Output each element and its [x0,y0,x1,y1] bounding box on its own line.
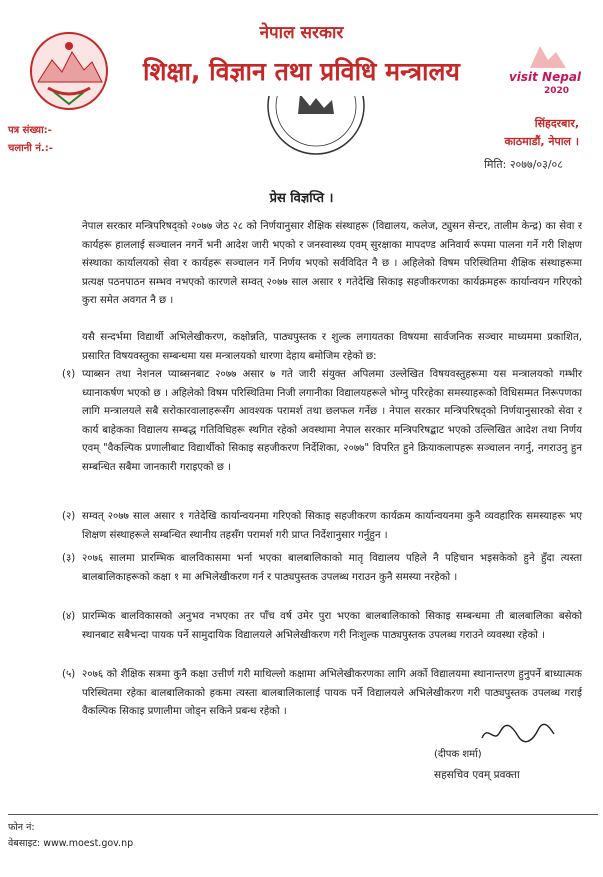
phone-label: फोन नं: [8,822,35,833]
list-item [62,366,582,477]
list-item [62,550,582,587]
government-name: नेपाल सरकार [259,23,344,43]
website-link[interactable]: वेबसाइट: www.moest.gov.np [8,838,134,849]
footer-divider [8,814,598,815]
item-text: प्रारम्भिक बालविकासको अनुभव नभएका तर पाँच वर्ष उमेर पुरा भएका बालबालिकाको सिकाइ सम्बन्धमा ती बालबालिका बसेको स्थानबाट सबैभन्दा पायक पर्ने सामुदायिक विद्यालयले अभिलेखीकरण गरी निःशुल्क पाठ्यपुस्तक उपलब्ध गराउने व्यवस्था रहेको । [82,611,582,641]
signature-icon [478,722,558,744]
item-text: २०७६ सालमा प्रारम्भिक बालविकासमा भर्ना भएका बालबालिकाको मातृ विद्यालय पहिले नै पहिचान भइसकेको हुने हुँदा त्यस्ता बालबालिकाहरूको कक्षा १ मा अभिलेखीकरण गर्न र पाठ्यपुस्तक उपलब्ध गराउन कुनै समस्या नरहेको । [82,553,582,583]
patra-sankhya: पत्र संख्या:- [8,125,52,136]
visit-nepal-logo [500,40,590,100]
intro-paragraph: नेपाल सरकार मन्त्रिपरिषद्को २०७७ जेठ २८ को निर्णयानुसार शैक्षिक संस्थाहरू (विद्यालय, कलेज, ट्युसन सेन्टर, तालीम केन्द्र) का सेवा र कार्यहरू हाललाई सञ्चालन नगर्ने भनी आदेश जारी भएको र जनस्वास्थ्य एवम् सुरक्षाका मापदण्ड अनिवार्य रूपमा पालना गर्ने गरी शिक्षण संस्थाका कार्यालयको सेवा र कार्यहरू सञ्चालन गर्ने निर्णय भएको सर्वविदित नै छ । अहिलेको विषम परिस्थितिमा शैक्षिक संस्थाहरूमा प्रत्यक्ष पठनपाठन सम्भव नभएको कारणले सम्वत् २०७७ साल असार १ गतेदेखि सिकाइ सहजीकरणका कार्यक्रमहरू कार्यान्वयन गरिएको कुरा समेत अवगत नै छ । [82,221,582,306]
list-item [62,508,582,545]
item-number: (२) [62,511,76,522]
item-number: (१) [62,369,76,380]
chalani-no: चलानी नं.:- [8,143,53,154]
address-line2: काठमाडौं, नेपाल । [504,135,579,148]
list-item [62,666,582,722]
item-text: प्याब्सन तथा नेशनल प्याब्सनबाट २०७७ असार ७ गते जारी संयुक्त अपिलमा उल्लेखित विषयवस्तुहरूमा यस मन्त्रालयको गम्भीर ध्यानाकर्षण भएको छ । अहिलेको विषम परिस्थितिमा निजी लगानीका विद्यालयहरूले भोग्नु परिरहेका समस्याहरूको विधिसम्मत निरूपणका लागि मन्त्रालयले सबै सरोकारवालाहरूसँग आवश्यक परामर्श तथा छलफल गर्नेछ । नेपाल सरकार मन्त्रिपरिषद्को निर्णयानुसारको सेवा र कार्य बाहेकका विद्यालय सम्बद्ध गतिविधिहरू स्थगित रहेको अवस्थामा नेपाल सरकार मन्त्रिपरिषद्बाट भएको उल्लिखित आदेश तथा निर्णय एवम् "वैकल्पिक प्रणालीबाट विद्यार्थीको सिकाइ सहजीकरण निर्देशिका, २०७७" विपरित हुने क्रियाकलापहरू सञ्चालन नगर्नु, नगराउनु हुन सम्बन्धित सबैमा जानकारी गराइएको छ । [82,369,582,473]
context-paragraph: यसै सन्दर्भमा विद्यार्थी अभिलेखीकरण, कक्षोन्नति, पाठ्यपुस्तक र शुल्क लगायतका विषयमा सार्वजनिक सञ्चार माध्यममा प्रकाशित, प्रसारित विषयवस्तुका सम्बन्धमा यस मन्त्रालयको धारणा देहाय बमोजिम रहेको छ: [82,332,582,362]
date: मिति: २०७७/०३/०८ [484,158,563,171]
list-item [62,608,582,645]
item-number: (४) [62,611,76,622]
page-title: प्रेस विज्ञप्ति । [269,191,334,206]
item-text: सम्वत् २०७७ साल असार १ गतेदेखि कार्यान्वयनमा गरिएको सिकाइ सहजीकरण कार्यक्रम कार्यान्वयनमा कुनै व्यवहारिक समस्याहरू भए शिक्षण संस्थाहरूले सम्बन्धित स्थानीय तहसँग परामर्श गरी प्राप्त निर्देशानुसार गर्नुहुन । [82,511,582,541]
item-number: (३) [62,553,76,564]
item-text: २०७६ को शैक्षिक सत्रमा कुनै कक्षा उत्तीर्ण गरी माथिल्लो कक्षामा अभिलेखीकरणका लागि अर्को विद्यालयमा स्थानान्तरण हुनुपर्ने बाध्यात्मक परिस्थितमा रहेका बालबालिकाको हकमा त्यस्ता बालबालिकालाई पायक पर्ने विद्यालयले अभिलेखीकरण गरी पाठ्यपुस्तक उपलब्ध गराई वैकल्पिक सिकाइ प्रणालीमा जोड्न सकिने प्रबन्ध रहेको । [82,669,582,717]
visit-nepal-text: visit Nepal [508,70,582,84]
visit-nepal-year: 2020 [544,86,570,96]
ministry-stamp-icon [254,96,378,156]
ministry-name: शिक्षा, विज्ञान तथा प्रविधि मन्त्रालय [143,57,460,86]
item-number: (५) [62,669,76,680]
address-line1: सिंहदरबार, [534,117,579,130]
signatory-name: (दीपक शर्मा) [434,749,482,760]
signatory-designation: सहसचिव एवम् प्रवक्ता [434,769,520,781]
